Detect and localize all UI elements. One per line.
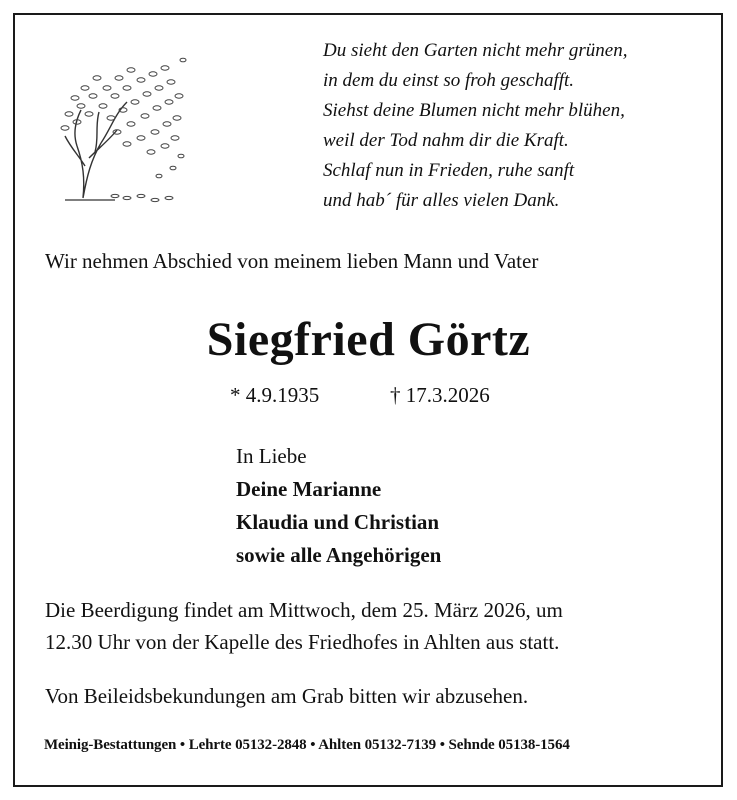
poem-line: Schlaf nun in Frieden, ruhe sanft — [323, 160, 575, 181]
deceased-name: Siegfried Görtz — [206, 313, 531, 366]
mourners-intro: In Liebe — [236, 444, 307, 468]
poem-line: Du sieht den Garten nicht mehr grünen, — [323, 40, 628, 61]
mourner-name: sowie alle Angehörigen — [236, 543, 442, 567]
birth-date: * 4.9.1935 — [230, 383, 320, 407]
poem-line: Siehst deine Blumen nicht mehr blühen, — [323, 100, 625, 121]
farewell-intro: Wir nehmen Abschied von meinem lieben Mann und Vater — [45, 249, 539, 273]
mourner-name: Deine Marianne — [236, 477, 382, 501]
funeral-line: 12.30 Uhr von der Kapelle des Friedhofes in Ahlten aus statt. — [45, 630, 560, 654]
poem — [323, 36, 718, 216]
funeral-home-footer: Meinig-Bestattungen • Lehrte 05132-2848 • Ahlten 05132-7139 • Sehnde 05138-1564 — [44, 737, 570, 753]
mourners — [236, 440, 441, 572]
poem-line: weil der Tod nahm dir die Kraft. — [323, 130, 569, 151]
tree-icon — [55, 48, 190, 213]
condolence-note: Von Beileidsbekundungen am Grab bitten wir abzusehen. — [45, 684, 529, 708]
poem-line: und hab´ für alles vielen Dank. — [323, 190, 560, 211]
mourner-name: Klaudia und Christian — [236, 510, 440, 534]
funeral-line: Die Beerdigung findet am Mittwoch, dem 25. März 2026, um — [45, 598, 563, 622]
death-date: † 17.3.2026 — [390, 383, 490, 407]
poem-line: in dem du einst so froh geschafft. — [323, 70, 575, 91]
funeral-details — [45, 594, 563, 658]
